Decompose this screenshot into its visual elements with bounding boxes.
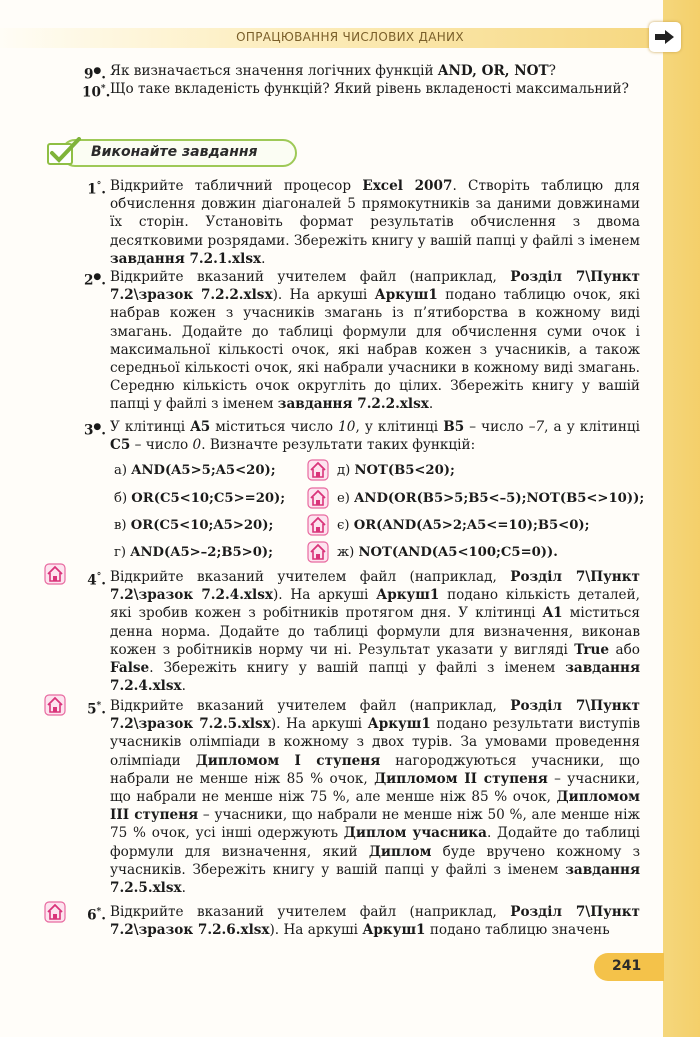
question-9 (83, 62, 640, 83)
side-band (663, 0, 700, 1037)
home-task-icon (307, 487, 329, 509)
checkmark-icon (43, 137, 83, 167)
task-text: Відкрийте табличний процесор Excel 2007. Створіть таблицю для обчислення довжин діагоналей 5 прямокутників за даними довжинами їх сторін. Установіть формат результатів обчислення з двома десятковими розрядами. Збережіть книгу у вашій папці у файлі з іменем завдання 7.2.1.xlsx. (110, 178, 640, 267)
task-number: 2●. (83, 272, 106, 289)
function-e: е) AND(OR(B5>5;B5<–5);NOT(B5<>10)); (337, 491, 645, 506)
page-number: 241 (612, 958, 642, 974)
tasks-header (43, 137, 298, 167)
home-task-icon (44, 563, 66, 585)
function-ye: є) OR(AND(A5>2;A5<=10);B5<0); (337, 518, 590, 533)
arrow-right-icon[interactable] (649, 22, 681, 52)
home-task-icon (307, 541, 329, 563)
task-1 (87, 177, 640, 268)
function-zh: ж) NOT(AND(A5<100;C5=0)). (337, 545, 558, 560)
task-number: 6*. (87, 907, 106, 924)
section-title: ОПРАЦЮВАННЯ ЧИСЛОВИХ ДАНИХ (236, 30, 464, 44)
home-task-icon (44, 694, 66, 716)
question-number: 10*. (82, 84, 111, 101)
home-task-icon (307, 459, 329, 481)
question-text: Як визначається значення логічних функцій AND, OR, NOT? (110, 63, 556, 79)
task-text: Відкрийте вказаний учителем файл (наприклад, Розділ 7\Пункт 7.2\зразок 7.2.4.xlsx). На аркуші Аркуш1 подано кількість деталей, які зробив кожен з робітників протягом дня. У клітинці A1 міститься денна норма. Додайте до таблиці формули для визначення, виконав кожен з робітників норму чи ні. Результат указати у вигляді True або False. Збережіть книгу у вашій папці у файлі з іменем завдання 7.2.4.xlsx. (110, 569, 640, 695)
task-text: У клітинці A5 міститься число 10, у клітинці B5 – число –7, а у клітинці C5 – число 0. Визначте результати таких функцій: (110, 419, 640, 454)
function-a: а) AND(A5>5;A5<20); (114, 463, 276, 478)
task-4 (87, 568, 640, 695)
question-number: 9●. (83, 66, 106, 83)
function-b: б) OR(C5<10;C5>=20); (114, 491, 286, 506)
task-text: Відкрийте вказаний учителем файл (наприклад, Розділ 7\Пункт 7.2\зразок 7.2.5.xlsx). На аркуші Аркуш1 подано результати виступів учасників олімпіади в кожному з двох турів. За умовами проведення олімпіади Дипломом І ступеня нагороджуються учасники, що набрали не менше ніж 85 % очок, Дипломом ІІ ступеня – учасники, що набрали не менше ніж 75 %, але менше ніж 85 % очок, Дипломом ІІІ ступеня – учасники, що набрали не менше ніж 50 %, але менше ніж 75 % очок, усі інші одержують Диплом учасника. Додайте до таблиці формули для визначення, який Диплом буде вручено кожному з учасників. Збережіть книгу у вашій папці у файлі з іменем завдання 7.2.5.xlsx. (110, 698, 641, 897)
task-number: 4°. (87, 572, 106, 589)
function-d: д) NOT(B5<20); (337, 463, 455, 478)
task-number: 3●. (83, 422, 106, 439)
task-6 (87, 903, 640, 939)
task-3 (83, 418, 640, 454)
home-task-icon (44, 901, 66, 923)
task-text: Відкрийте вказаний учителем файл (наприклад, Розділ 7\Пункт 7.2\зразок 7.2.2.xlsx). На аркуші Аркуш1 подано таблицю очок, які набрав кожен з учасників змагань із п’ятиборства в кожному виді змагань. Додайте до таблиці формули для обчислення суми очок і максимальної кількості очок, які набрав кожен з учасників, а також середньої кількості очок, які набрали учасники в кожному виді змагань. Середню кількість очок округліть до цілих. Збережіть книгу у вашій папці у файлі з іменем завдання 7.2.2.xlsx. (110, 269, 640, 413)
question-text: Що таке вкладеність функцій? Який рівень вкладеності максимальний? (110, 81, 629, 97)
task-number: 5*. (87, 701, 106, 718)
task-text: Відкрийте вказаний учителем файл (наприклад, Розділ 7\Пункт 7.2\зразок 7.2.6.xlsx). На аркуші Аркуш1 подано таблицю значень (110, 904, 640, 939)
function-g: г) AND(A5>–2;B5>0); (114, 545, 273, 560)
function-v: в) OR(C5<10;A5>20); (114, 518, 274, 533)
task-number: 1°. (87, 181, 106, 198)
tasks-label: Виконайте завдання (91, 144, 258, 160)
question-10 (82, 80, 640, 101)
home-task-icon (307, 514, 329, 536)
task-5 (87, 697, 641, 897)
task-2 (83, 268, 640, 414)
